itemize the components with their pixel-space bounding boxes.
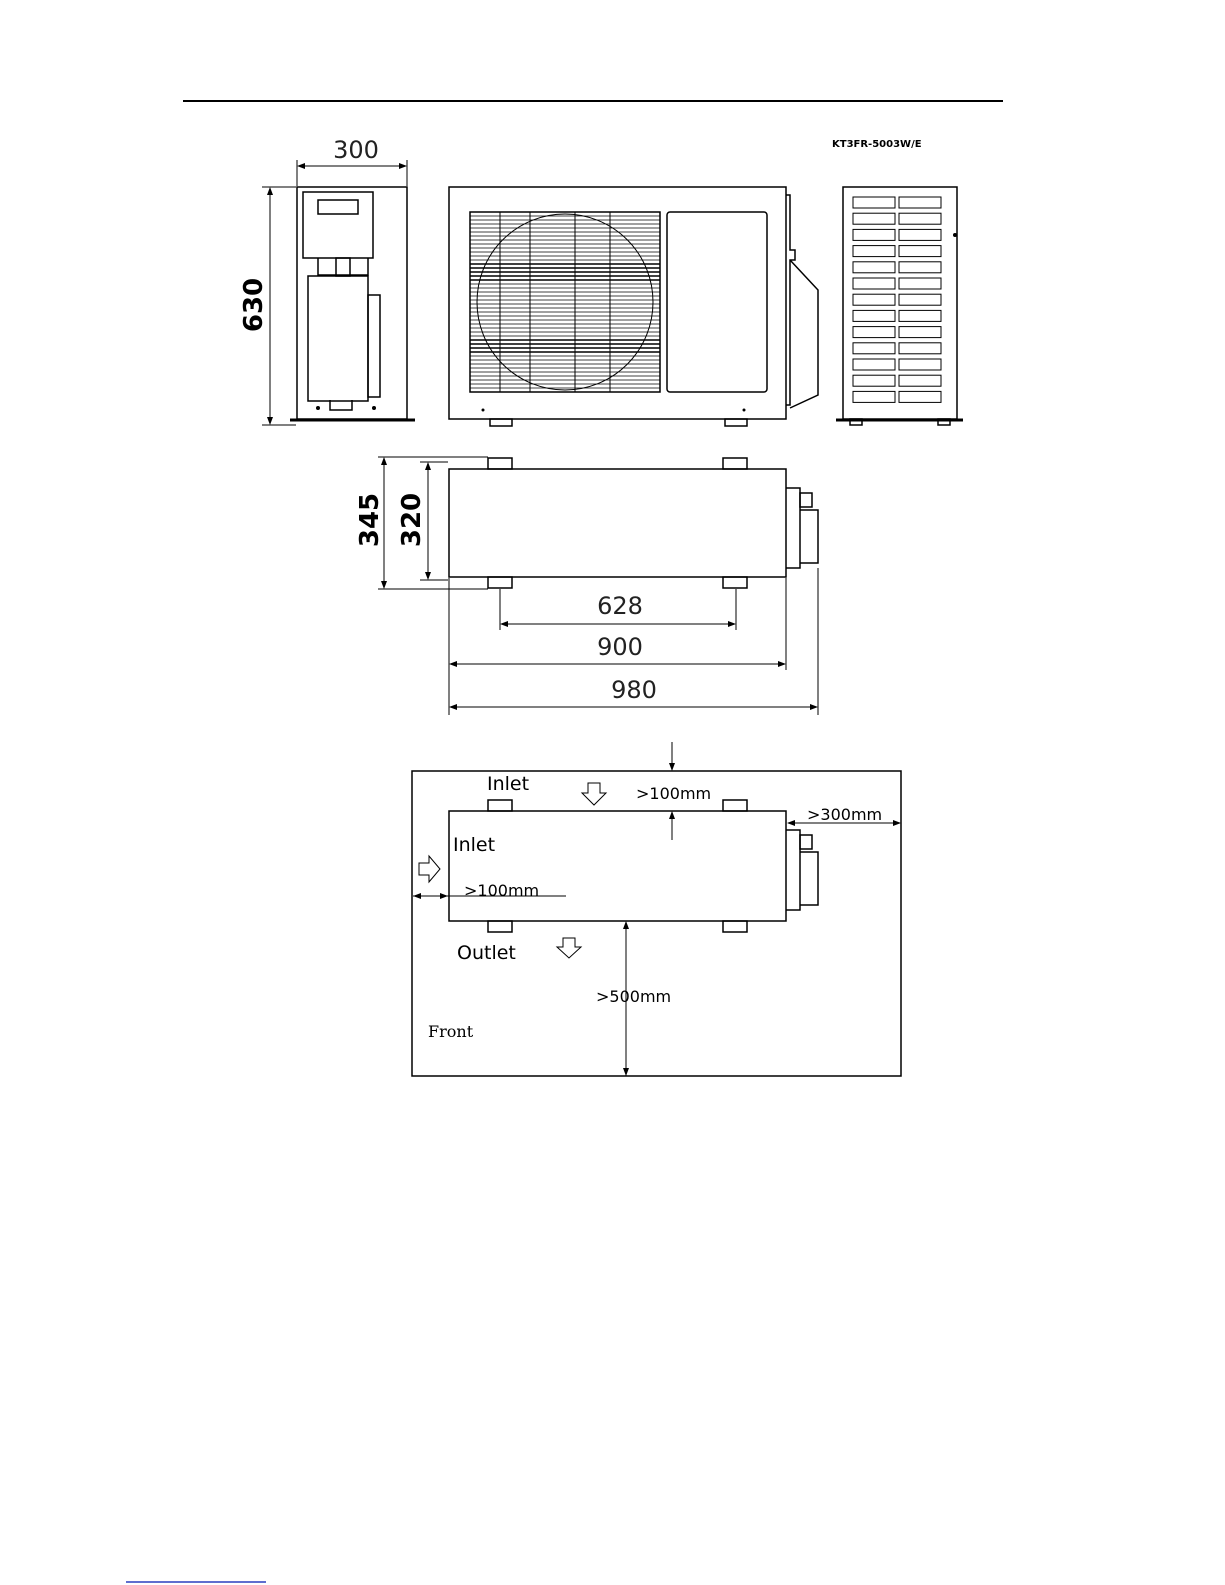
side-view [262,160,415,425]
inlet-left-label: Inlet [453,834,496,856]
model-label: KT3FR-5003W/E [832,139,922,150]
dim-depth-body: 320 [397,492,427,548]
dim-body-width: 900 [597,633,643,661]
front-label: Front [428,1022,474,1041]
dim-total-width: 980 [611,676,657,704]
dim-mount-spacing: 628 [597,592,643,620]
rear-view [836,187,963,425]
dim-side-width: 300 [333,136,379,164]
top-view [378,457,818,715]
inlet-top-label: Inlet [487,773,530,795]
left-clearance-label: >100mm [464,881,540,900]
right-clearance-label: >300mm [807,805,883,824]
top-clearance-label: >100mm [636,784,712,803]
dim-height: 630 [239,277,269,333]
dim-depth-total: 345 [355,492,385,548]
front-clearance-label: >500mm [596,987,672,1006]
outlet-label: Outlet [457,942,516,964]
front-view [449,187,818,426]
